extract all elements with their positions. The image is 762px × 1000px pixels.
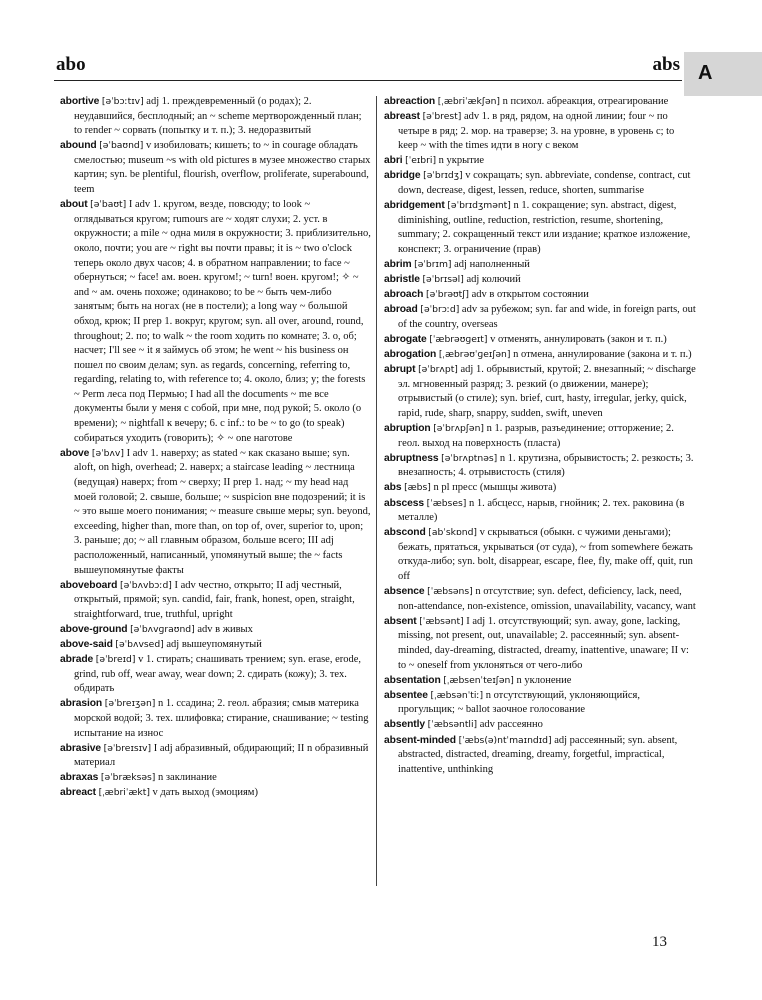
entry-headword: above-ground: [60, 623, 128, 635]
dictionary-entry: [384, 526, 696, 584]
entry-definition: adj наполненный: [454, 259, 530, 271]
entry-pronunciation: [ˈeɪbri]: [405, 155, 437, 167]
entry-definition: n укрытие: [438, 155, 485, 167]
entry-definition: n психол. абреакция, отреагирование: [502, 96, 669, 107]
dictionary-entry: [384, 169, 696, 198]
entry-pronunciation: [əˈbrʌptnəs]: [441, 452, 498, 464]
dictionary-entry: [384, 718, 696, 733]
entry-pronunciation: [ˈæbrəʊɡeɪt]: [429, 334, 488, 345]
entry-headword: abscess: [384, 497, 424, 509]
entry-pronunciation: [əˈbrəʊtʃ]: [425, 289, 469, 301]
entry-pronunciation: [əˈbrɪsəl]: [422, 274, 464, 286]
entry-definition: n 1. абсцесс, нарыв, гнойник; 2. тех. раковина (в металле): [398, 497, 685, 524]
entry-definition: n 1. сокращение; syn. abstract, digest, diminishing, outline, reduction, restriction, resume, shortening, summary; 2. сокращенный текст или издание; краткое изложение, конспект; 3. ограничение (прав): [398, 200, 691, 255]
dictionary-entry: [384, 154, 696, 169]
entry-headword: absence: [384, 586, 425, 598]
entry-definition: v скрываться (обыкн. с чужими деньгами); бежать, прятаться, укрываться (от суда), ~ from somewhere бежать откуда-либо; syn. bolt, disappear, escape, flee, fly, make off, quit, run off: [398, 527, 693, 582]
entry-definition: adv в живых: [197, 623, 253, 635]
entry-pronunciation: [ˌæbsənˈtiː]: [430, 689, 484, 701]
entry-headword: above: [60, 447, 90, 459]
entry-definition: adj колючий: [466, 274, 521, 286]
dictionary-entry: [60, 198, 372, 446]
entry-pronunciation: [əˈbaʊt]: [90, 199, 127, 211]
entry-definition: I adj 1. отсутствующий; syn. away, gone, lacking, missing, not present, out, unavailable; 2. рассеянный; syn. absent-minded, day-dreaming, distracted, dreamy, inattentive, unaware; II v: to ~ oneself from уклоняться от чего-либо: [398, 615, 689, 671]
dictionary-entry: [60, 697, 372, 741]
right-column: [384, 95, 696, 778]
entry-headword: abrupt: [384, 364, 416, 376]
entry-definition: n отсутствие; syn. defect, deficiency, lack, need, non-attendance, non-existence, omission, unavailability, vacancy, want: [398, 586, 696, 612]
entry-headword: abrim: [384, 259, 412, 271]
entry-headword: abreact: [60, 787, 96, 799]
entry-pronunciation: [əˈbrɪm]: [414, 259, 452, 271]
entry-definition: I adj абразивный, обдирающий; II n образивный материал: [74, 742, 369, 769]
entry-pronunciation: [abˈskɒnd]: [428, 527, 478, 539]
dictionary-entry: [384, 422, 696, 451]
dictionary-entry: [384, 333, 696, 348]
entry-pronunciation: [əˈbrɔːd]: [420, 304, 460, 316]
entry-definition: adv рассеянно: [479, 719, 543, 731]
entry-headword: abruptness: [384, 452, 439, 464]
column-divider: [376, 96, 377, 886]
entry-headword: absent: [384, 615, 417, 627]
entry-pronunciation: [əˈbreɪʒən]: [104, 698, 156, 710]
entry-definition: I adv 1. наверху; as stated ~ как сказано выше; syn. aloft, on high, overhead; 2. наверх; a staircase leading ~ лестница (ведущая) наверх; from ~ сверху; II prep 1. над; ~ my head над моей головой; 2. свыше, больше; ~ suspicion вне подозрений; it is ~ это выше моего понимания; ~ measure свыше меры; syn. beyond, exceeding, higher than, more than, on top of, over, superior to, upon; 3. раньше; до; ~ all главным образом, больше всего; III adj расположенный, написанный, упомянутый выше; the ~ facts вышеупомянутые факты: [74, 447, 371, 576]
entry-definition: v отменять, аннулировать (закон и т. п.): [490, 334, 667, 345]
entry-pronunciation: [əˈbaʊnd]: [99, 140, 144, 152]
entry-headword: abortive: [60, 96, 100, 107]
entry-pronunciation: [əˈbʌv]: [91, 447, 124, 459]
entry-headword: abrasion: [60, 698, 103, 710]
entry-headword: abreaction: [384, 96, 436, 107]
entry-headword: abristle: [384, 274, 420, 286]
entry-definition: adj 1. преждевременный (о родах); 2. неудавшийся, бесплодный; an ~ scheme мертворожденный план; to render ~ сорвать (попытку и т. п.); 3. недоразвитый: [74, 96, 362, 137]
dictionary-entry: [60, 786, 372, 801]
entry-pronunciation: [əˈbreɪsɪv]: [103, 742, 152, 754]
header-last-word: abs: [652, 54, 680, 75]
entry-definition: n 1. разрыв, разъединение; отторжение; 2. геол. выход на поверхность (пласта): [398, 423, 674, 449]
dictionary-entry: [384, 452, 696, 481]
entry-headword: abscond: [384, 527, 426, 539]
dictionary-entry: [384, 363, 696, 421]
dictionary-entry: [60, 771, 372, 786]
dictionary-entry: [60, 623, 372, 638]
dictionary-entry: [384, 689, 696, 718]
entry-headword: abrasive: [60, 742, 101, 754]
entry-definition: adv за рубежом; syn. far and wide, in foreign parts, out of the country, overseas: [398, 304, 696, 330]
entry-definition: v дать выход (эмоциям): [152, 787, 258, 799]
entry-pronunciation: [əˈbrʌpt]: [418, 364, 458, 376]
entry-pronunciation: [əˈbreɪd]: [95, 654, 136, 666]
dictionary-entry: [60, 447, 372, 578]
page-header: [54, 50, 682, 81]
entry-pronunciation: [ˌæbriˈækʃən]: [437, 96, 501, 107]
entry-definition: n отмена, аннулирование (закона и т. п.): [513, 349, 692, 361]
entry-headword: abruption: [384, 423, 431, 435]
letter-tab: [684, 52, 762, 96]
entry-definition: n заклинание: [158, 772, 217, 784]
dictionary-entry: [60, 638, 372, 653]
dictionary-entry: [384, 303, 696, 332]
entry-pronunciation: [əˈbrest]: [422, 111, 462, 123]
dictionary-entry: [384, 258, 696, 273]
entry-headword: abri: [384, 155, 403, 167]
header-first-word: abo: [56, 54, 86, 75]
entry-headword: abrogation: [384, 349, 437, 361]
dictionary-entry: [384, 95, 696, 110]
entry-pronunciation: [əˈbrɪdʒ]: [423, 170, 463, 182]
entry-definition: adj рассеянный; syn. absent, abstracted, distracted, dreaming, dreamy, forgetful, impractical, inattentive, unthinking: [398, 734, 678, 775]
left-column: [60, 95, 372, 802]
entry-headword: above-said: [60, 638, 113, 650]
entry-headword: abraxas: [60, 772, 99, 784]
dictionary-entry: [384, 273, 696, 288]
entry-definition: v изобиловать; кишеть; to ~ in courage обладать смелостью; museum ~s with old pictures в музее множество старых картин; syn. be plentiful, flourish, overflow, proliferate, superabound, teem: [74, 140, 371, 196]
entry-pronunciation: [ˌæbrəʊˈɡeɪʃən]: [438, 349, 511, 361]
entry-headword: absent-minded: [384, 734, 456, 746]
entry-pronunciation: [əˈbɔːtɪv]: [101, 96, 144, 107]
entry-pronunciation: [əˈbrɪdʒmənt]: [447, 200, 511, 212]
entry-pronunciation: [æbs]: [404, 482, 431, 494]
entry-headword: abridge: [384, 170, 421, 182]
entry-definition: v сокращать; syn. abbreviate, condense, contract, cut down, decrease, digest, lessen, reduce, shorten, summarise: [398, 170, 691, 197]
entry-definition: adj 1. обрывистый, крутой; 2. внезапный; ~ discharge эл. мгновенный разряд; 3. резкий (о движении, манере); отрывистый (о стиле); syn. brief, curt, hasty, irregular, jerky, quick, rapid, rude, sharp, snappy, sudden, swift, uneven: [398, 364, 696, 419]
dictionary-entry: [384, 734, 696, 778]
dictionary-entry: [60, 579, 372, 623]
entry-pronunciation: [ˈæbses]: [426, 497, 467, 509]
entry-headword: absently: [384, 719, 425, 731]
entry-pronunciation: [ˈæbsənt]: [419, 615, 464, 627]
dictionary-entry: [60, 139, 372, 197]
entry-pronunciation: [ˈæbsəntli]: [427, 719, 478, 731]
entry-definition: n 1. ссадина; 2. геол. абразия; смыв материка морской водой; 3. тех. шлифовка; стирание, снашивание; ~ testing испытание на износ: [74, 698, 369, 739]
entry-definition: n 1. крутизна, обрывистость; 2. резкость; 3. внезапность; 4. отрывистость (стиля): [398, 452, 694, 479]
entry-pronunciation: [ˌæbriˈækt]: [98, 787, 150, 799]
letter-tab-label: A: [698, 62, 713, 84]
page-number: 13: [652, 934, 667, 950]
entry-definition: n отсутствующий, уклоняющийся, прогульщик; ~ ballot заочное голосование: [398, 689, 640, 716]
dictionary-entry: [384, 199, 696, 257]
entry-headword: abound: [60, 140, 97, 152]
dictionary-entry: [384, 348, 696, 363]
entry-pronunciation: [əˈbrʌpʃən]: [433, 423, 484, 435]
entry-headword: abroach: [384, 289, 424, 301]
dictionary-entry: [384, 110, 696, 154]
entry-headword: absentation: [384, 674, 441, 686]
entry-definition: v 1. стирать; снашивать трением; syn. erase, erode, grind, rub off, wear away, wear down; 2. сдирать (кожу); 3. тех. обдирать: [74, 654, 362, 695]
dictionary-entry: [60, 742, 372, 771]
entry-headword: abridgement: [384, 200, 445, 212]
entry-definition: adj вышеупомянутый: [166, 638, 262, 650]
dictionary-entry: [384, 674, 696, 689]
entry-pronunciation: [əˈbʌvɡraʊnd]: [130, 623, 195, 635]
entry-headword: about: [60, 199, 88, 211]
dictionary-entry: [384, 288, 696, 303]
entry-headword: abs: [384, 482, 402, 494]
entry-headword: aboveboard: [60, 579, 118, 591]
entry-definition: I adv 1. кругом, везде, повсюду; to look ~ оглядываться кругом; rumours are ~ ходят слухи; 2. уст. в окружности; a mile ~ одна миля в окружности; 3. приблизительно, около, почти; you are ~ right вы почти правы; it is ~ two o'clock теперь около двух часов; 4. в обратном направлении; to face ~ обернуться; ~ face! ам. воен. кругом!; ~ turn! воен. кругом!; ✧ ~ and ~ ам. очень похоже; одинаково; to be ~ быть чем-либо занятым; быть на ногах (не в постели); a long way ~ большой обход, крюк; II prep 1. вокруг, кругом; syn. all over, around, round, throughout; 2. по; to walk ~ the room ходить по комнате; 3. о, об; насчет; I'll see ~ it я займусь об этом; he went ~ his business он пошел по своим делам; syn. as regards, concerning, referring to, regarding, relating to, with reference to; 4. около, близ; y; the forests ~ Perm леса под Пермью; I had all the documents ~ me все документы были у меня с собой, при мне, под рукой; 5. около (о времени); ~ nightfall к вечеру; 6. c inf.: to be ~ to go (to speak) собираться уходить (говорить); ✧ ~ one наготове: [74, 199, 371, 444]
dictionary-entry: [384, 497, 696, 526]
entry-headword: abrogate: [384, 334, 427, 345]
dictionary-entry: [384, 615, 696, 673]
entry-pronunciation: [əˈbʌvbɔːd]: [120, 579, 172, 591]
dictionary-entry: [384, 481, 696, 496]
entry-definition: adv 1. в ряд, рядом, на одной линии; four ~ по четыре в ряд; 2. мор. на траверзе; 3. на уровне, в уровень с; to keep ~ with the times идти в ногу с веком: [398, 111, 675, 152]
entry-pronunciation: [ˈæbsəns]: [427, 586, 473, 598]
entry-definition: adv в открытом состоянии: [471, 289, 589, 301]
dictionary-entry: [60, 95, 372, 139]
entry-definition: n pl пресс (мышцы живота): [433, 482, 557, 494]
entry-definition: n уклонение: [516, 674, 572, 686]
entry-definition: I adv честно, открыто; II adj честный, открытый, прямой; syn. candid, fair, frank, honest, open, straight, straightforward, true, truthful, upright: [74, 579, 355, 620]
entry-headword: absentee: [384, 689, 428, 701]
entry-pronunciation: [ˌæbsenˈteɪʃən]: [443, 674, 514, 686]
entry-pronunciation: [əˈbʌvsed]: [115, 638, 164, 650]
entry-headword: abroad: [384, 304, 418, 316]
entry-headword: abreast: [384, 111, 420, 123]
entry-pronunciation: [əˈbræksəs]: [100, 772, 156, 784]
entry-pronunciation: [ˈæbs(ə)ntˈmaɪndɪd]: [458, 734, 552, 746]
dictionary-entry: [384, 585, 696, 614]
entry-headword: abrade: [60, 654, 94, 666]
dictionary-entry: [60, 653, 372, 697]
